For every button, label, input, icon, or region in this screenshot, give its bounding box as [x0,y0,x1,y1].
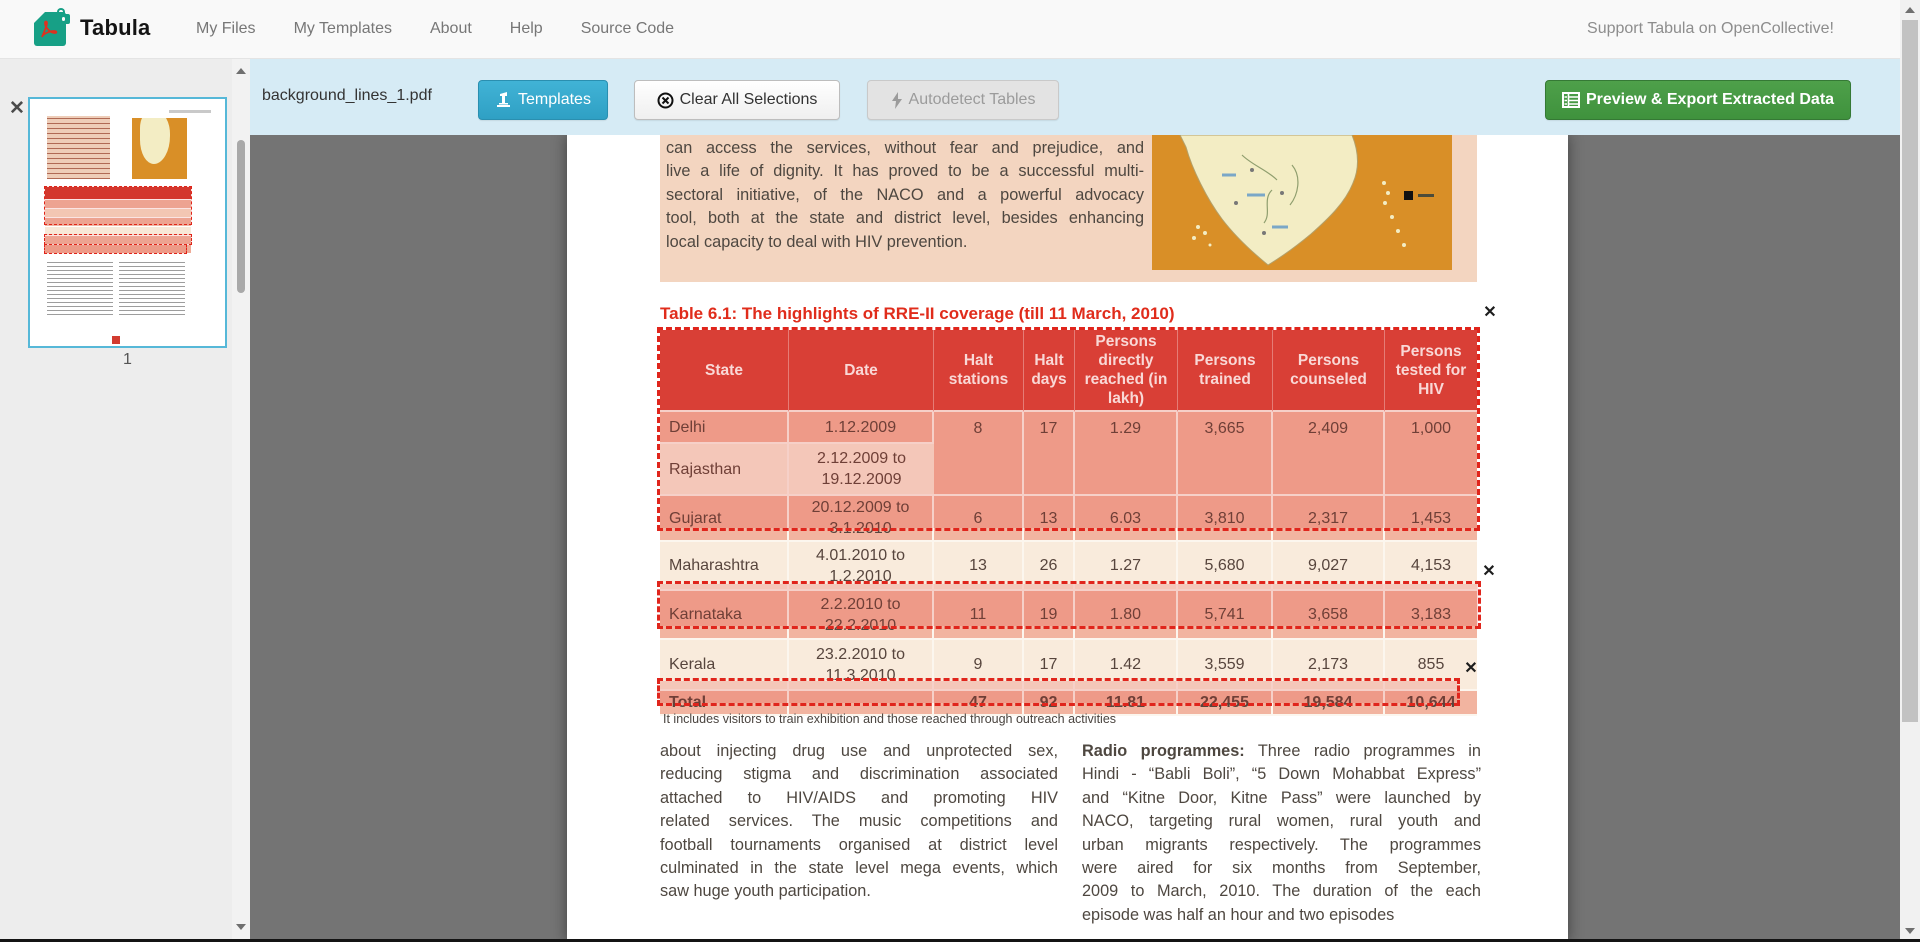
thumb-map-landmass [140,118,170,164]
page-thumbnail[interactable] [28,97,227,348]
app-navbar [0,0,1900,59]
table-cell: 6 [934,496,1024,542]
table-header-cell: Halt days [1024,330,1075,412]
map-legend-square [1404,191,1413,200]
table-cell: 1,453 [1385,496,1477,542]
sidebar-scroll-up-icon[interactable] [236,68,246,74]
table-cell: 8 [934,412,1024,496]
body-line: about injecting drug use and unprotected sex, [660,742,1058,760]
table-icon [1562,92,1580,108]
remove-file-button[interactable]: ✕ [9,98,25,119]
body-text-right-column [1082,740,1481,927]
table-cell: 9 [934,640,1024,691]
thumb-map-placeholder [132,118,187,179]
table-cell: 2.12.2009 to 19.12.2009 [789,444,934,496]
scroll-up-icon[interactable] [1905,7,1915,13]
table-cell: 92 [1024,691,1075,716]
table-cell: 1.29 [1075,412,1178,496]
body-line: reducing stigma and discrimination associated [660,765,1058,784]
table-header-cell: Persons tested for HIV [1385,330,1477,412]
scroll-down-icon[interactable] [1905,928,1915,934]
table-cell: 9,027 [1273,542,1385,591]
selection-2-close-icon[interactable]: ✕ [1482,563,1496,580]
table-cell: 11 [934,591,1024,640]
brand-name[interactable]: Tabula [80,15,151,40]
table-cell: 1,000 [1385,412,1477,496]
table-cell: 20.12.2009 to 3.1.2010 [789,496,934,542]
lock-keyhole-icon [62,17,65,21]
table-cell: Maharashtra [660,542,789,591]
preview-export-label: Preview & Export Extracted Data [1585,91,1835,108]
templates-button-label: Templates [518,91,591,108]
table-cell: Karnataka [660,591,789,640]
table-cell: Rajasthan [660,444,789,496]
filename-label: background_lines_1.pdf [262,87,432,104]
table-cell: 1.27 [1075,542,1178,591]
brand[interactable] [34,8,150,48]
intro-line: tool, both at the state and district level, besides enhancing [666,209,1144,228]
table-title: Table 6.1: The highlights of RRE-II coverage (till 11 March, 2010) [660,304,1175,323]
table-cell: 13 [934,542,1024,591]
body-line: Hindi - “Babli Boli”, “5 Down Mohabbat Express” [1082,765,1481,784]
table-cell: 5,680 [1178,542,1273,591]
body-line: attached to HIV/AIDS and promoting HIV [660,788,1058,807]
table-selection-1[interactable] [657,327,1480,531]
body-line: and “Kitne Door, Kitne Pass” were launched by [1082,788,1481,807]
clear-all-selections-button[interactable] [634,80,840,120]
body-line: related services. The music competitions and [660,812,1058,831]
table-cell: 26 [1024,542,1075,591]
intro-line: live a life of dignity. It has proved to be a successful multi- [666,162,1144,181]
window-scrollbar[interactable] [1900,0,1920,942]
clear-selections-icon [657,92,674,109]
table-header-cell: Persons directly reached (in lakh) [1075,330,1178,412]
nav-menu [177,0,693,58]
table-cell: 4.01.2010 to 1.2.2010 [789,542,934,591]
pdf-viewer [250,135,1900,942]
body-line: saw huge youth participation. [660,882,871,901]
sidebar-scrollbar[interactable] [232,48,250,942]
table-cell: 1.80 [1075,591,1178,640]
body-line: 2009 to March, 2010. The duration of the each [1082,882,1481,901]
table-cell: 13 [1024,496,1075,542]
table-cell: 6.03 [1075,496,1178,542]
nav-item-my-files[interactable]: My Files [196,20,256,37]
thumb-selection-outline [44,186,192,225]
pdf-page[interactable] [567,135,1568,942]
thumb-intro-paragraph-placeholder [47,116,110,179]
table-cell: 47 [934,691,1024,716]
table-cell: 3,810 [1178,496,1273,542]
table-cell: Delhi [660,412,789,444]
table-cell: 23.2.2010 to 11.3.2010 [789,640,934,691]
body-line: NACO, targeting rural women, rural youth and [1082,812,1481,831]
body-line: were aired for six months from September, [1082,859,1481,878]
table-cell: 19,584 [1273,691,1385,716]
table-cell: 17 [1024,640,1075,691]
thumb-page-number-marker [112,336,120,344]
clear-selections-label: Clear All Selections [679,91,818,108]
table-footnote: It includes visitors to train exhibition and those reached through outreach activities [663,712,1117,726]
thumb-text-column-right [119,262,185,318]
table-cell: Kerala [660,640,789,691]
thumb-table-placeholder [45,187,191,253]
document-toolbar [250,59,1900,135]
table-cell: 5,741 [1178,591,1273,640]
intro-line: sectoral initiative, of the NACO and a powerful advocacy [666,185,1144,204]
thumb-header-text-placeholder [169,110,211,113]
body-line: urban migrants respectively. The programmes [1082,835,1481,854]
selection-1-close-icon[interactable]: ✕ [1483,304,1497,321]
body-line: episode was half an hour and two episodes [1082,905,1395,924]
body-line-rest: Three radio programmes in [1244,742,1481,760]
table-cell: 3,665 [1178,412,1273,496]
india-map-figure [1152,135,1452,270]
table-header-cell: Date [789,330,934,412]
table-cell: Gujarat [660,496,789,542]
radio-programmes-lead: Radio programmes: [1082,742,1245,760]
table-cell: 1.42 [1075,640,1178,691]
autodetect-tables-button [867,80,1059,120]
table-cell: 4,153 [1385,542,1477,591]
window-scrollbar-thumb[interactable] [1902,20,1918,722]
table-cell: Total [660,691,789,716]
intro-line: local capacity to deal with HIV prevention. [666,232,968,251]
thumb-selection-outline [44,244,187,254]
table-cell: 855 [1385,640,1477,691]
lightning-icon [891,92,903,109]
table-cell: 1.12.2009 [789,412,934,444]
body-line: football tournaments organised at district level [660,835,1058,854]
table-header-cell: Persons trained [1178,330,1273,412]
table-cell: 22,455 [1178,691,1273,716]
table-cell: 2,317 [1273,496,1385,542]
body-line: culminated in the state level mega events, which [660,859,1058,878]
table-cell: 17 [1024,412,1075,496]
table-selection-3[interactable] [657,678,1460,706]
sidebar-scroll-down-icon[interactable] [236,924,246,930]
intro-paragraph [666,137,1144,254]
tabula-pdf-logo-icon [34,8,72,48]
sidebar-scrollbar-thumb[interactable] [237,140,245,293]
table-selection-2[interactable] [657,581,1481,629]
templates-button[interactable] [478,80,608,120]
support-opencollective-link[interactable]: Support Tabula on OpenCollective! [1587,20,1834,37]
preview-export-button[interactable] [1545,80,1851,120]
table-cell: 2,173 [1273,640,1385,691]
nav-item-my-templates[interactable]: My Templates [293,20,392,37]
table-cell: 3,183 [1385,591,1477,640]
table-header-cell: State [660,330,789,412]
table-cell: 2.2.2010 to 22.2.2010 [789,591,934,640]
intro-line: can access the services, without fear and prejudice, and [666,139,1144,157]
body-text-left-column [660,740,1058,904]
table-header-cell: Persons counseled [1273,330,1385,412]
table-header-cell: Halt stations [934,330,1024,412]
autodetect-tables-label: Autodetect Tables [908,91,1036,108]
table-cell: 19 [1024,591,1075,640]
table-cell: 11.81 [1075,691,1178,716]
page-thumbnail-sidebar [0,48,232,942]
map-landmass [1152,135,1452,270]
map-legend-text-placeholder [1418,194,1434,197]
table-cell: 3,559 [1178,640,1273,691]
selection-3-close-icon[interactable]: ✕ [1464,660,1478,677]
templates-icon [495,92,512,108]
table-cell: 10,644 [1385,691,1477,716]
nav-item-about[interactable]: About [429,20,472,37]
body-line [1082,740,1481,763]
table-cell: 2,409 [1273,412,1385,496]
nav-item-help[interactable]: Help [509,20,543,37]
table-cell: 3,658 [1273,591,1385,640]
thumb-text-column-left [47,262,113,318]
page-number-label: 1 [123,351,132,368]
nav-item-source-code[interactable]: Source Code [580,20,675,37]
